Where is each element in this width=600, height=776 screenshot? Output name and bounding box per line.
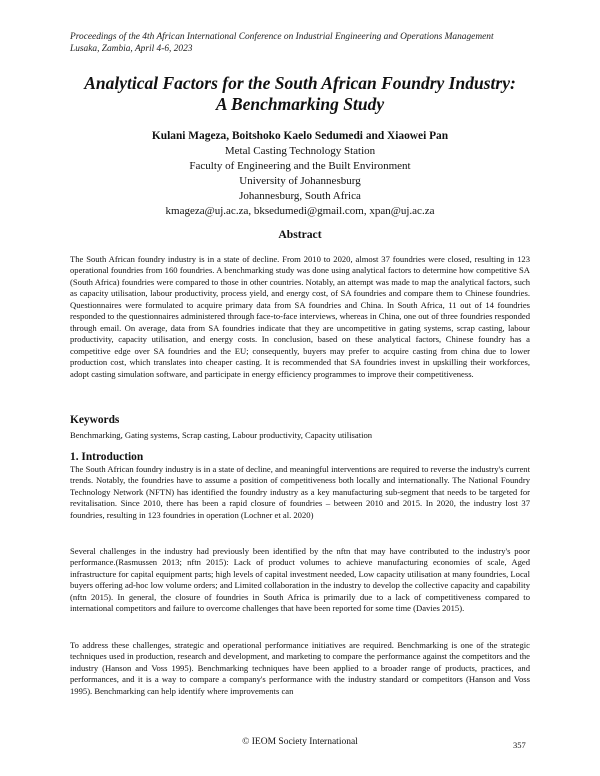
keywords-heading: Keywords: [70, 414, 120, 426]
intro-paragraph-3: To address these challenges, strategic and operational performance initiatives are required. Benchmarking is one of the strategic techniques used in production, research and development, and marketing to compare the performance against the competitors and the industry (Hanson and Voss 1995). Benchmarking techniques have been applied to a broader range of products, practices, and performances, and it is a way to compare a company's performance with the industry standard or competitors (Hanson and Voss 1995). Benchmarking can help identify where improvements can: [70, 640, 530, 696]
conference-line-1: Proceedings of the 4th African International Conference on Industrial Engineering and Operations Management: [70, 32, 494, 42]
author-block: [40, 129, 560, 219]
title-line-2: A Benchmarking Study: [215, 94, 385, 114]
author-emails: kmageza@uj.ac.za, bksedumedi@gmail.com, xpan@uj.ac.za: [165, 205, 435, 217]
conference-header: [70, 31, 540, 55]
title-line-1: Analytical Factors for the South African Foundry Industry:: [84, 73, 516, 93]
section-introduction-heading: 1. Introduction: [70, 451, 144, 463]
affiliation-2: Faculty of Engineering and the Built Environment: [189, 160, 411, 172]
page-number: 357: [513, 740, 526, 750]
affiliation-3: University of Johannesburg: [239, 175, 361, 187]
keywords-text: Benchmarking, Gating systems, Scrap casting, Labour productivity, Capacity utilisation: [70, 430, 373, 440]
footer-copyright: © IEOM Society International: [242, 737, 358, 747]
abstract-text: The South African foundry industry is in a state of decline. From 2010 to 2020, almost 37 foundries were closed, resulting in 123 operational foundries from 160 foundries. A benchmarking study was done using analytical factors to determine how competitive SA (South Africa) foundries were compared to those in other countries. Notably, an attempt was made to map the analytical factors, such as capacity utilisation, labour productivity, process yield, and energy cost, of SA foundries and compare them to Chinese foundries. Questionnaires were formulated to acquire primary data from SA foundries and China. In South Africa, 11 out of 14 foundries responded to the questionnaires administered through face-to-face interviews, whereas in China, one out of three foundries responded through email. On average, data from SA foundries indicate that they are uncompetitive in gating systems, scrap casting, labour productivity, capacity utilisation, and energy costs. In conclusion, based on these analytical factors, Chinese foundry has a competitive edge over SA foundries and the EU; consequently, buyers may prefer to acquire casting from china due to lower production cost, which translates into cheaper casting. It is recommended that SA foundries invest in upskilling their workforces, adopt casting simulation software, and participate in energy efficiency programmes to improve their competitiveness.: [70, 254, 530, 379]
author-names: Kulani Mageza, Boitshoko Kaelo Sedumedi and Xiaowei Pan: [151, 130, 449, 142]
affiliation-1: Metal Casting Technology Station: [224, 145, 376, 157]
affiliation-location: Johannesburg, South Africa: [239, 190, 361, 202]
intro-paragraph-1: The South African foundry industry is in a state of decline, and meaningful interventions are required to reverse the industry's current trends. Notably, the foundries have to assume a position of competitiveness both locally and internationally. The National Foundry Technology Network (NFTN) has identified the foundry industry as a key manufacturing sub-segment that needs to be targeted for revitalisation. Since 2010, there has been a rapid closure of foundries – between 2010 and 2015. In 2020, the industry lost 37 foundries, resulting in 123 foundries in operation (Lochner et al. 2020): [70, 464, 530, 520]
abstract-heading: Abstract: [278, 228, 322, 241]
intro-paragraph-2: Several challenges in the industry had previously been identified by the nftn that may have contributed to the industry's poor performance.(Rasmussen 2013; nftn 2015): Lack of product volumes to achieve manufacturing economies of scale, Aged infrastructure for capital equipment parts; high levels of capital investment needed, Low capacity utilisation at many foundries, Local buyers offering ad-hoc low volume orders; and Limited collaboration in the industry to develop the collective capacity and capability (nftn 2015). In general, the closure of foundries in South Africa is primarily due to a lack of competitiveness compared to international competitors and failure to overcome challenges that have been reported for some time (Davies 2015).: [70, 546, 530, 614]
paper-title: [40, 73, 560, 115]
conference-line-2: Lusaka, Zambia, April 4-6, 2023: [70, 44, 193, 54]
